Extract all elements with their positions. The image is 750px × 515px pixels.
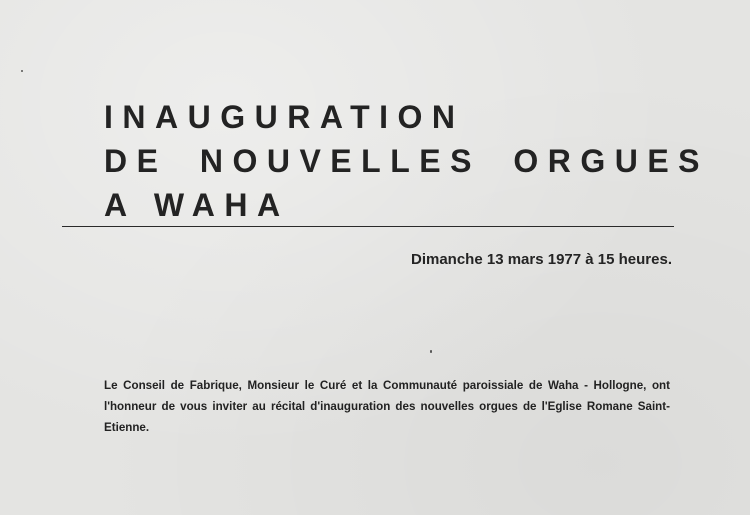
title-underline-rule	[62, 226, 674, 227]
event-date: Dimanche 13 mars 1977 à 15 heures.	[411, 251, 672, 268]
invitation-paragraph: Le Conseil de Fabrique, Monsieur le Curé et la Communauté paroissiale de Waha - Hollogne, ont l'honneur de vous inviter au récital d'inauguration des nouvelles orgues de l'Eglise Romane Saint-Etienne.	[104, 379, 670, 434]
paper-speck	[21, 70, 23, 72]
title-line-2: DE NOUVELLES ORGUES	[104, 143, 709, 179]
title-line-1: INAUGURATION	[104, 99, 465, 135]
paper-speck	[430, 350, 432, 353]
title-line-3: A WAHA	[104, 187, 290, 223]
